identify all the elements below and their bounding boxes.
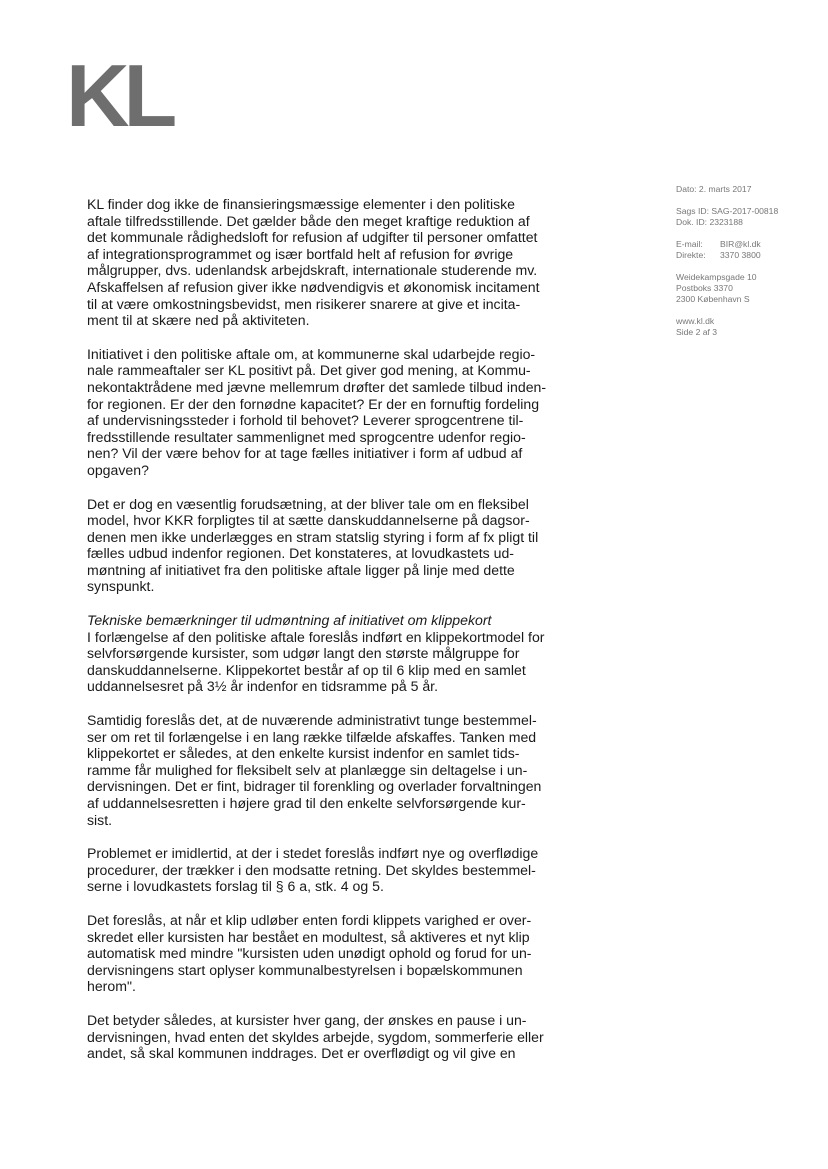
ids-block xyxy=(676,206,816,228)
text-line: herom". xyxy=(87,978,136,995)
text-line: aftale tilfredsstillende. Det gælder både den meget kraftige reduktion af xyxy=(87,212,530,229)
website: www.kl.dk xyxy=(676,316,715,326)
text-line: danskuddannelserne. Klippekortet består af op til 6 klip med en samlet xyxy=(87,661,526,678)
section-heading: Tekniske bemærkninger til udmøntning af initiativet om klippekort xyxy=(87,612,492,629)
text-line: nen? Vil der være behov for at tage fælles initiativer i form af udbud af xyxy=(87,445,523,462)
text-line: møntning af initiativet fra den politiske aftale ligger på linje med dette xyxy=(87,561,515,578)
address-line-3: 2300 København S xyxy=(676,294,750,304)
sags-id: SAG-2017-00818 xyxy=(711,206,779,216)
text-line: uddannelsesret på 3½ år indenfor en tidsramme på 5 år. xyxy=(87,678,438,695)
text-line: opgaven? xyxy=(87,461,149,478)
text-line: ment til at skære ned på aktiviteten. xyxy=(87,312,310,329)
text-line: målgrupper, dvs. udenlandsk arbejdskraft, internationale studerende mv. xyxy=(87,262,538,279)
paragraph-7 xyxy=(87,912,565,995)
text-line: ramme får mulighed for fleksibelt selv at planlægge sin deltagelse i un- xyxy=(87,761,528,778)
text-line: Problemet er imidlertid, at der i stedet foreslås indført nye og overflødige xyxy=(87,845,539,862)
dok-id-label: Dok. ID: xyxy=(676,217,708,227)
text-line: fælles udbud indenfor regionen. Det konstateres, at lovudkastets ud- xyxy=(87,545,514,562)
text-line: dervisningen. Det er fint, bidrager til forenkling og overlader forvaltningen xyxy=(87,778,542,795)
letter-body xyxy=(87,196,565,1079)
text-line: model, hvor KKR forpligtes til at sætte danskuddannelserne på dagsor- xyxy=(87,512,530,529)
text-line: klippekortet er således, at den enkelte kursist indenfor en samlet tids- xyxy=(87,745,520,762)
page-number: Side 2 af 3 xyxy=(676,327,718,337)
text-line: synspunkt. xyxy=(87,578,155,595)
text-line: denen men ikke underlægges en stram statslig styring i form af fx pligt til xyxy=(87,528,539,545)
direkte-label: Direkte: xyxy=(676,250,706,260)
text-line: serne i lovudkastets forslag til § 6 a, stk. 4 og 5. xyxy=(87,878,384,895)
email-label: E-mail: xyxy=(676,239,703,249)
document-metadata xyxy=(676,184,816,349)
paragraph-8 xyxy=(87,1012,565,1062)
text-line: af uddannelsesretten i højere grad til den enkelte selvforsørgende kur- xyxy=(87,795,526,811)
contact-block xyxy=(676,239,816,261)
paragraph-6 xyxy=(87,845,565,895)
date: Dato: 2. marts 2017 xyxy=(676,184,752,194)
text-line: Initiativet i den politiske aftale om, at kommunerne skal udarbejde regio- xyxy=(87,345,536,362)
sags-id-label: Sags ID: xyxy=(676,206,709,216)
direkte-row xyxy=(676,250,816,261)
text-line: I forlængelse af den politiske aftale foreslås indført en klippekortmodel for xyxy=(87,628,545,645)
text-line: Det er dog en væsentlig forudsætning, at der bliver tale om en fleksibel xyxy=(87,495,529,512)
text-line: Afskaffelsen af refusion giver ikke nødvendigvis et økonomisk incitament xyxy=(87,278,540,295)
paragraph-3 xyxy=(87,496,565,596)
text-line: ser om ret til forlængelse i en lang række tilfælde afskaffes. Tanken med xyxy=(87,728,537,745)
text-line: Det betyder således, at kursister hver gang, der ønskes en pause i un- xyxy=(87,1011,527,1028)
email: BIR@kl.dk xyxy=(720,239,761,249)
text-line: det kommunale rådighedsloft for refusion af udgifter til personer omfattet xyxy=(87,229,538,246)
paragraph-5 xyxy=(87,712,565,828)
address-block xyxy=(676,272,816,305)
text-line: andet, så skal kommunen inddrages. Det er overflødigt og vil give en xyxy=(87,1045,516,1062)
text-line: skredet eller kursisten har bestået en modultest, så aktiveres et nyt klip xyxy=(87,928,530,945)
address-line-2: Postboks 3370 xyxy=(676,283,733,293)
text-line: til at være omkostningsbevidst, men risikerer snarere at give et incita- xyxy=(87,295,521,312)
text-line: nekontaktrådene med jævne mellemrum drøfter det samlede tilbud inden- xyxy=(87,378,547,395)
text-line: automatisk med mindre "kursisten uden unødigt ophold og forud for un- xyxy=(87,945,532,962)
kl-logo: KL xyxy=(66,46,172,145)
text-line: af integrationsprogrammet og især bortfald helt af refusion for øvrige xyxy=(87,245,514,262)
text-line: Det foreslås, at når et klip udløber enten fordi klippets varighed er over- xyxy=(87,911,532,928)
text-line: selvforsørgende kursister, som udgør langt den største målgruppe for xyxy=(87,645,520,662)
sags-id-row xyxy=(676,206,816,217)
paragraph-2 xyxy=(87,346,565,479)
web-block xyxy=(676,316,816,338)
text-line: nale rammeaftaler ser KL positivt på. Det giver god mening, at Kommu- xyxy=(87,362,531,379)
text-line: dervisningen, hvad enten det skyldes arbejde, sygdom, sommerferie eller xyxy=(87,1028,544,1045)
text-line: Samtidig foreslås det, at de nuværende administrativt tunge bestemmel- xyxy=(87,712,537,729)
paragraph-4 xyxy=(87,612,565,695)
email-row xyxy=(676,239,816,250)
text-line: af undervisningssteder i forhold til behovet? Leverer sprogcentrene til- xyxy=(87,412,524,429)
dok-id: 2323188 xyxy=(709,217,743,227)
address-line-1: Weidekampsgade 10 xyxy=(676,272,757,282)
text-line: sist. xyxy=(87,811,113,828)
direkte-phone: 3370 3800 xyxy=(720,250,761,260)
date-block xyxy=(676,184,816,195)
text-line: procedurer, der trækker i den modsatte retning. Det skyldes bestemmel- xyxy=(87,861,536,878)
dok-id-row xyxy=(676,217,816,228)
text-line: dervisningens start oplyser kommunalbestyrelsen i bopælskommunen xyxy=(87,961,523,978)
text-line: fredsstillende resultater sammenlignet med sprogcentre udenfor regio- xyxy=(87,428,526,445)
text-line: for regionen. Er der den fornødne kapacitet? Er der en fornuftig fordeling xyxy=(87,395,540,412)
text-line: KL finder dog ikke de finansieringsmæssige elementer i den politiske xyxy=(87,196,516,212)
paragraph-1 xyxy=(87,196,565,329)
